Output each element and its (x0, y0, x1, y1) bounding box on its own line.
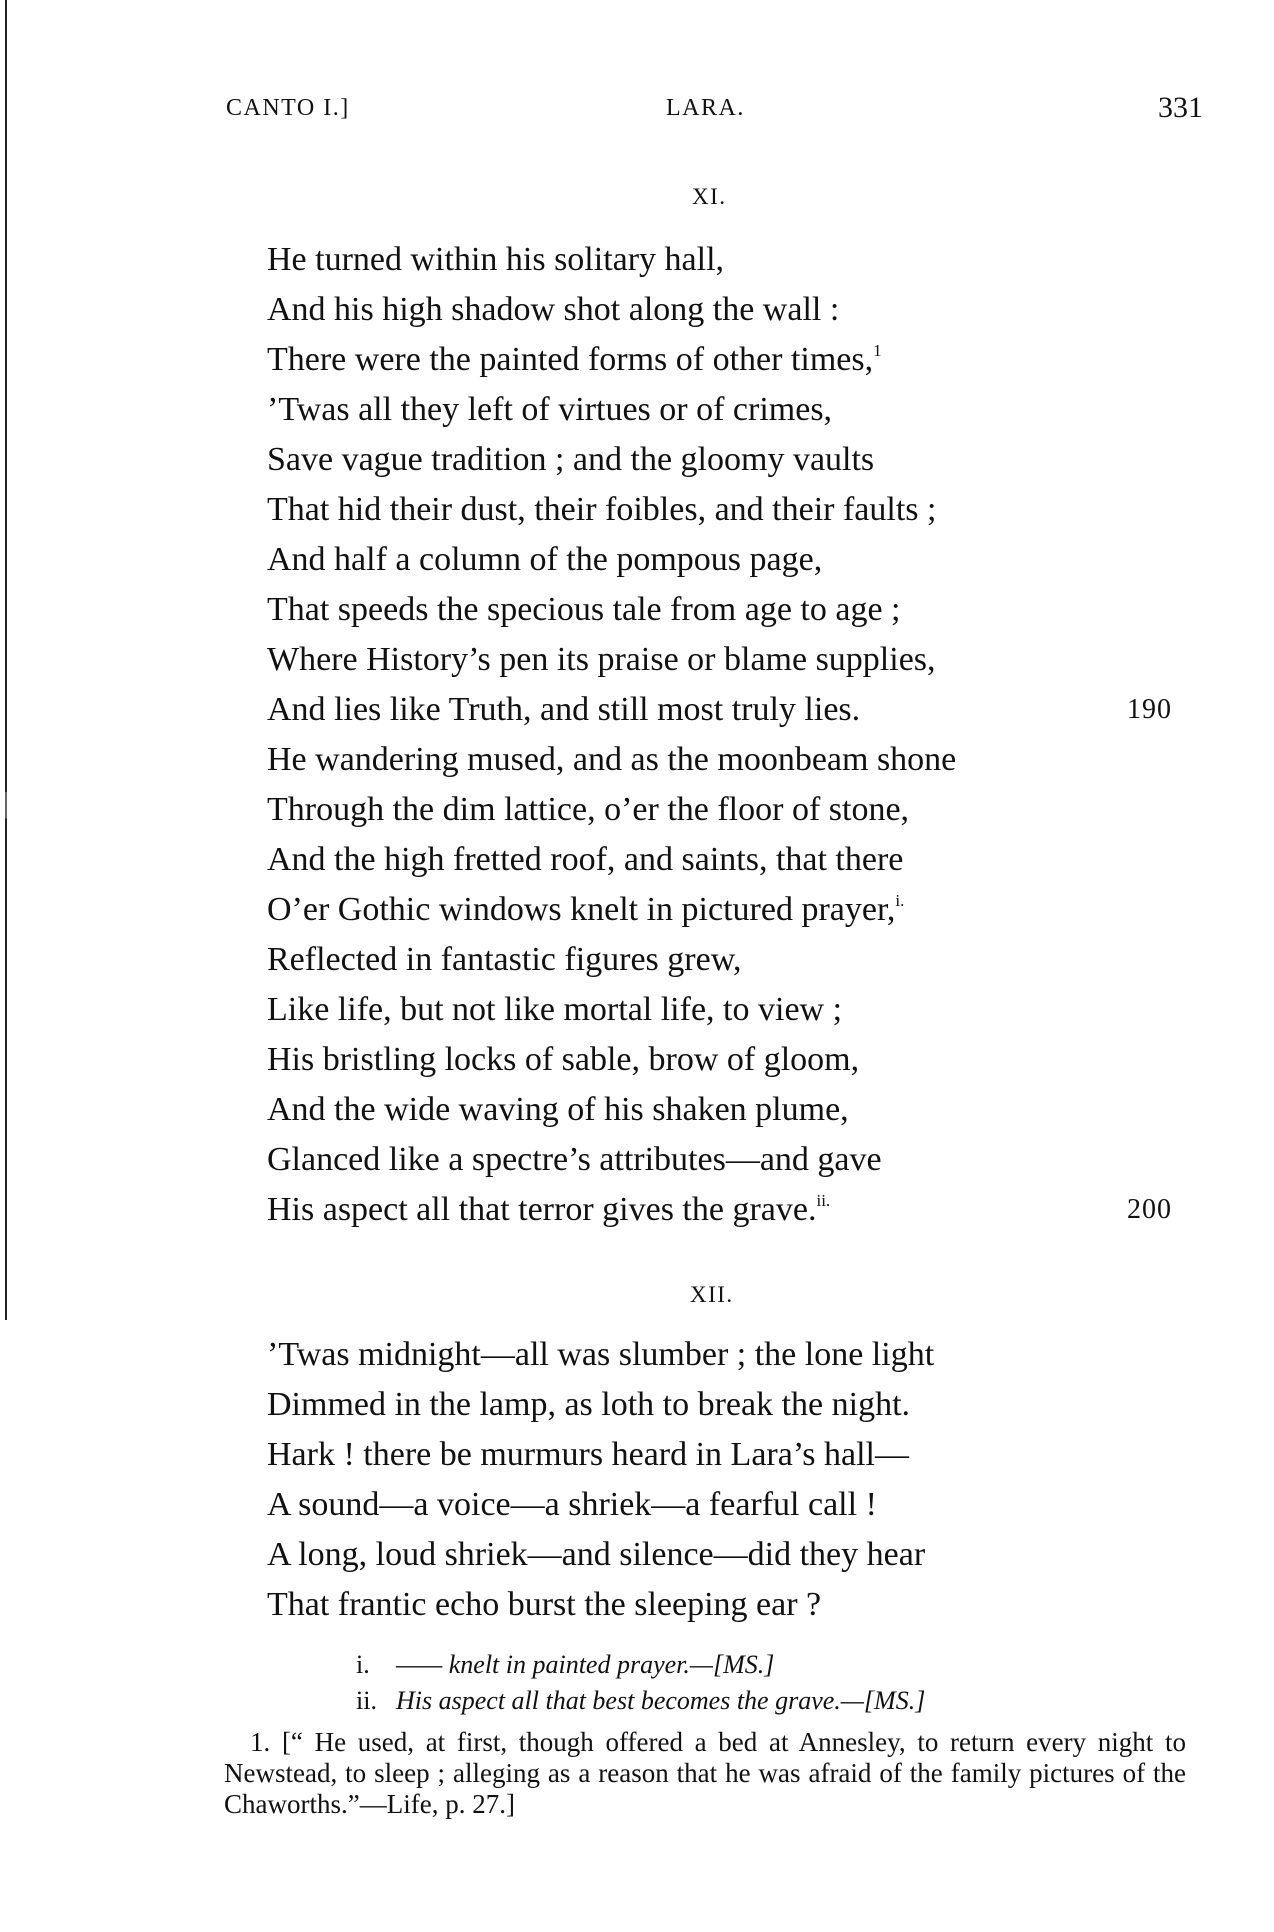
verse-line: His aspect all that terror gives the grave.$^{ii.}$ 200 (267, 1185, 1217, 1235)
verse-line: ’Twas midnight—all was slumber ; the lone light (267, 1336, 935, 1373)
verse-line: That hid their dust, their foibles, and their faults ; (267, 491, 937, 528)
variant-mark: i. (356, 1650, 370, 1679)
stanza-xii (267, 1330, 1217, 1630)
variant-reading (356, 1647, 1216, 1683)
verse-line: And his high shadow shot along the wall : (267, 291, 840, 328)
canto-label: CANTO I.] (226, 95, 350, 121)
verse-line: That frantic echo burst the sleeping ear ? (267, 1586, 822, 1623)
verse-line: Hark ! there be murmurs heard in Lara’s hall— (267, 1436, 909, 1473)
verse-line: Like life, but not like mortal life, to view ; (267, 991, 843, 1028)
verse-line: O’er Gothic windows knelt in pictured prayer,$^{i.}$ (267, 891, 905, 928)
variant-readings (356, 1647, 1216, 1719)
verse-line: Where History’s pen its praise or blame supplies, (267, 641, 936, 678)
line-number: 190 (1127, 694, 1172, 725)
verse-line: And the high fretted roof, and saints, that there (267, 841, 904, 878)
verse-line: His bristling locks of sable, brow of gloom, (267, 1041, 860, 1078)
verse-line: Reflected in fantastic figures grew, (267, 941, 742, 978)
section-number: XI. (692, 184, 727, 209)
footnote: 1. [“ He used, at first, though offered a bed at Annesley, to return every night to Newstead, to sleep ; alleging as a reason that he was afraid of the family pictures of the Chaworths.”—Life, p. 27.] (224, 1727, 1186, 1819)
poem-title: LARA. (666, 95, 745, 121)
verse-line: Dimmed in the lamp, as loth to break the night. (267, 1386, 911, 1423)
verse-line: A long, loud shriek—and silence—did they hear (267, 1536, 926, 1573)
verse-line: Save vague tradition ; and the gloomy vaults (267, 441, 875, 478)
verse-line: And lies like Truth, and still most truly lies. 190 (267, 685, 1217, 735)
verse-line: And the wide waving of his shaken plume, (267, 1091, 849, 1128)
verse-line: Glanced like a spectre’s attributes—and gave (267, 1141, 882, 1178)
verse-line: And half a column of the pompous page, (267, 541, 823, 578)
variant-reading (356, 1683, 1216, 1719)
variant-text: —— knelt in painted prayer.—[MS.] (396, 1650, 775, 1679)
verse-line: ’Twas all they left of virtues or of crimes, (267, 391, 833, 428)
variant-ref: i. (895, 891, 905, 910)
verse-line: Through the dim lattice, o’er the floor of stone, (267, 791, 910, 828)
verse-line: He turned within his solitary hall, (267, 241, 725, 278)
binding-edge (5, 0, 7, 1320)
footnote-ref: 1 (873, 341, 882, 360)
variant-text: His aspect all that best becomes the grave.—[MS.] (396, 1686, 926, 1715)
verse-line: A sound—a voice—a shriek—a fearful call ! (267, 1486, 877, 1523)
line-number: 200 (1127, 1194, 1172, 1225)
page-number: 331 (1158, 91, 1203, 124)
variant-mark: ii. (356, 1686, 377, 1715)
verse-line: He wandering mused, and as the moonbeam shone (267, 741, 957, 778)
variant-ref: ii. (816, 1191, 831, 1210)
verse-line: That speeds the specious tale from age to age ; (267, 591, 901, 628)
running-header (0, 91, 1274, 135)
stanza-xi (267, 235, 1217, 1235)
section-number: XII. (690, 1282, 734, 1307)
verse-line: There were the painted forms of other times,$^1$ (267, 341, 882, 378)
